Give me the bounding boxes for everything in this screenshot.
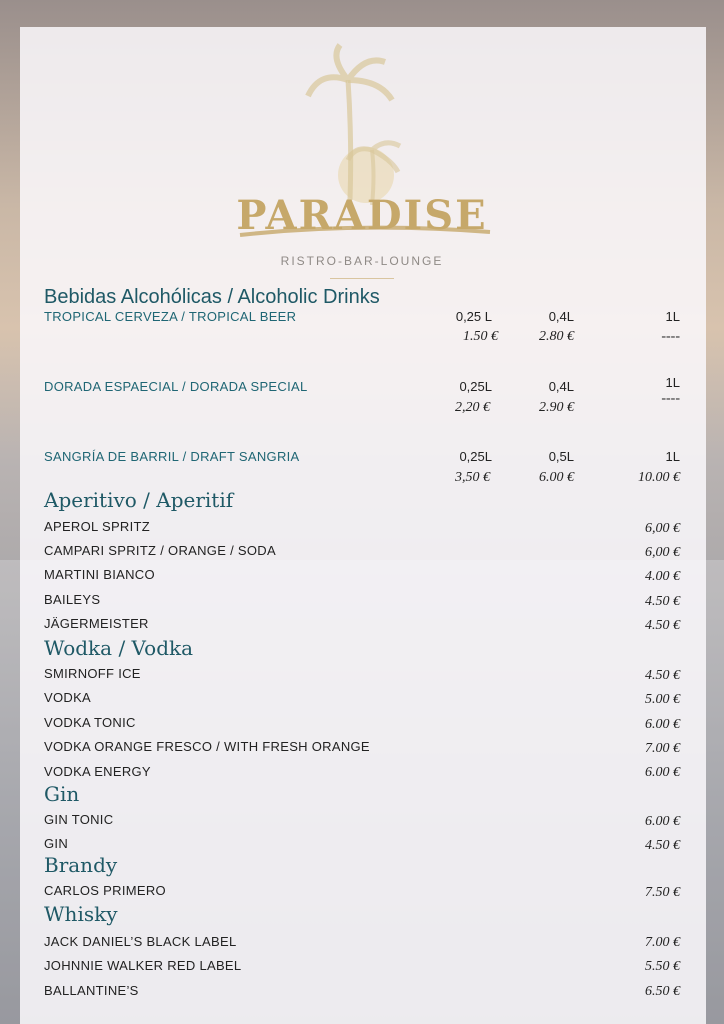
price: 7.00 € — [645, 935, 680, 950]
price: 2.90 € — [539, 400, 574, 415]
price: 7.50 € — [645, 885, 680, 900]
price: 6.00 € — [645, 814, 680, 829]
size-label: 0,5L — [548, 449, 574, 464]
list-item: JÄGERMEISTER — [44, 616, 149, 631]
list-item: BAILEYS — [44, 592, 101, 607]
price: 6.00 € — [645, 717, 680, 732]
section-heading-brandy: Brandy — [44, 853, 118, 877]
drink-name: TROPICAL CERVEZA / TROPICAL BEER — [44, 309, 297, 324]
list-item: CARLOS PRIMERO — [44, 883, 166, 898]
price: 10.00 € — [638, 470, 680, 485]
size-label: 0,25L — [459, 449, 492, 464]
price: 2.80 € — [539, 329, 574, 344]
price: 2,20 € — [455, 400, 490, 415]
section-heading-gin: Gin — [44, 782, 80, 806]
price: 4.00 € — [645, 569, 680, 584]
price: 6.00 € — [645, 765, 680, 780]
size-label: 0,4L — [548, 379, 574, 394]
size-label: 1L — [665, 375, 680, 390]
list-item: JOHNNIE WALKER RED LABEL — [44, 958, 242, 973]
price: 6,00 € — [645, 521, 680, 536]
price: 3,50 € — [455, 470, 490, 485]
list-item: GIN TONIC — [44, 812, 114, 827]
section-heading-alcoholic: Bebidas Alcohólicas / Alcoholic Drinks — [44, 286, 380, 308]
section-heading-vodka: Wodka / Vodka — [44, 636, 194, 660]
size-label: 1L — [665, 449, 680, 464]
list-item: APEROL SPRITZ — [44, 519, 150, 534]
price: 5.00 € — [645, 692, 680, 707]
price: 5.50 € — [645, 959, 680, 974]
brand-logo — [0, 0, 724, 280]
price: 6.00 € — [539, 470, 574, 485]
size-label: 0,4L — [548, 309, 574, 324]
price: 1.50 € — [463, 329, 498, 344]
price: 4.50 € — [645, 594, 680, 609]
list-item: CAMPARI SPRITZ / ORANGE / SODA — [44, 543, 276, 558]
list-item: VODKA ORANGE FRESCO / WITH FRESH ORANGE — [44, 739, 370, 754]
price: 4.50 € — [645, 668, 680, 683]
size-label: 1L — [665, 309, 680, 324]
brand-tagline: RISTRO-BAR-LOUNGE — [280, 254, 444, 268]
size-label: 0,25 L — [455, 309, 492, 324]
list-item: JACK DANIEL’S BLACK LABEL — [44, 934, 237, 949]
list-item: GIN — [44, 836, 69, 851]
drink-name: SANGRÍA DE BARRIL / DRAFT SANGRIA — [44, 449, 300, 464]
section-heading-whisky: Whisky — [44, 902, 118, 926]
list-item: VODKA ENERGY — [44, 764, 151, 779]
section-heading-aperitivo: Aperitivo / Aperitif — [44, 488, 234, 512]
price: 6.50 € — [645, 984, 680, 999]
price: ---- — [661, 391, 680, 406]
size-label: 0,25L — [459, 379, 492, 394]
list-item: VODKA TONIC — [44, 715, 136, 730]
list-item: BALLANTINE’S — [44, 983, 139, 998]
list-item: VODKA — [44, 690, 92, 705]
price: 6,00 € — [645, 545, 680, 560]
price: 4.50 € — [645, 618, 680, 633]
price: ---- — [661, 329, 680, 344]
divider — [330, 278, 394, 279]
price: 7.00 € — [645, 741, 680, 756]
drink-name: DORADA ESPAECIAL / DORADA SPECIAL — [44, 379, 308, 394]
brand-name: PARADISE — [236, 192, 488, 239]
list-item: MARTINI BIANCO — [44, 567, 155, 582]
price: 4.50 € — [645, 838, 680, 853]
list-item: SMIRNOFF ICE — [44, 666, 141, 681]
